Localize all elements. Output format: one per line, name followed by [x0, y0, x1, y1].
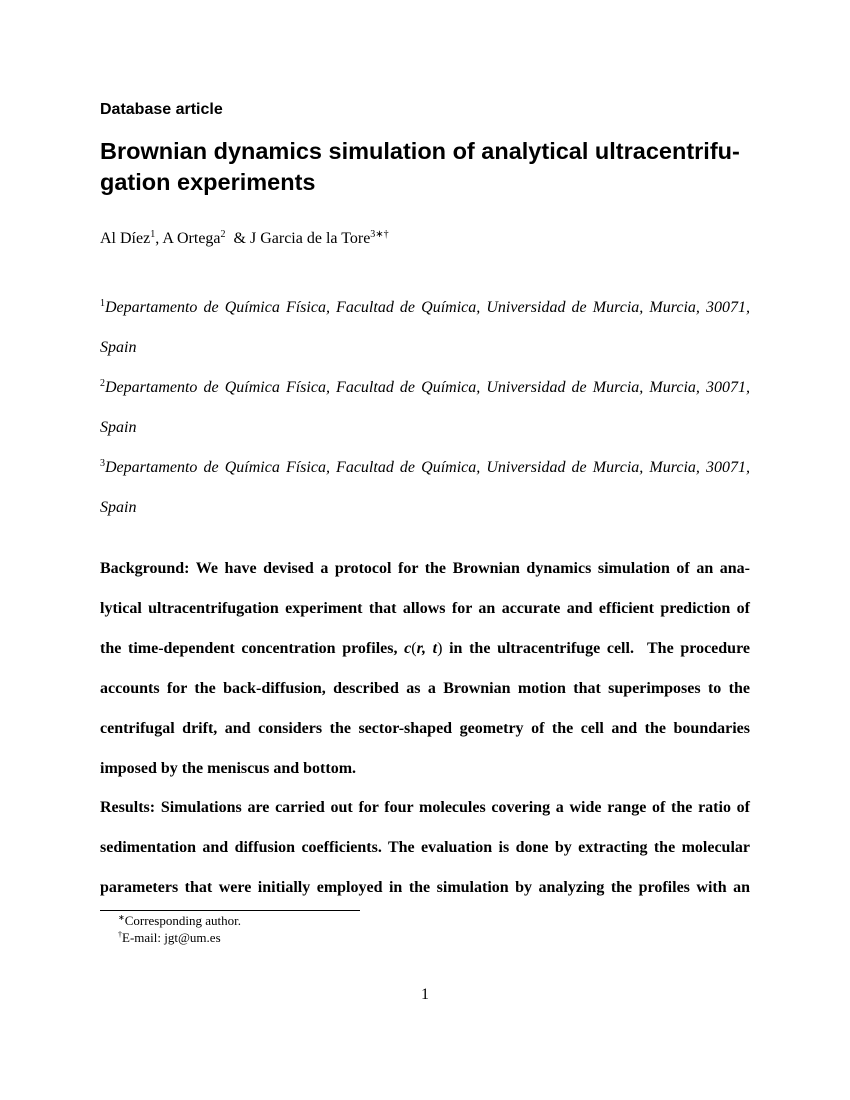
affiliation [100, 458, 750, 516]
author-separator: & [225, 230, 250, 247]
abstract-line: the time-dependent concentration profiles, c(r, t) in the ultracentrifuge cell. The procedure [100, 640, 750, 657]
footnote: ∗Corresponding author. [118, 913, 241, 928]
author-name: J Garcia de la Tore [249, 230, 371, 247]
affiliation-number: 3 [100, 458, 105, 469]
abstract-line: centrifugal drift, and considers the sector-shaped geometry of the cell and the boundaries [100, 720, 750, 737]
abstract-line: lytical ultracentrifugation experiment that allows for an accurate and efficient prediction of [100, 600, 750, 617]
affiliation-country: Spain [100, 499, 137, 516]
affiliation-number: 2 [100, 378, 105, 389]
math-symbol: c [404, 640, 412, 657]
affiliation-text: Departamento de Química Física, Facultad de Química, Universidad de Murcia, Murcia, 30071, [105, 459, 750, 476]
affiliation-text: Departamento de Química Física, Facultad de Química, Universidad de Murcia, Murcia, 30071, [105, 379, 750, 396]
affiliation [100, 378, 750, 436]
abstract-line: Results: Simulations are carried out for four molecules covering a wide range of the ratio of [100, 799, 750, 816]
author-separator: , [155, 230, 163, 247]
affiliation [100, 298, 750, 356]
page-number: 1 [421, 986, 429, 1003]
paper-title [100, 136, 760, 198]
footnote-mark: ∗ [118, 913, 125, 922]
title-line: gation experiments [100, 169, 316, 195]
author-affil-mark: 2 [220, 229, 226, 240]
abstract-line: Background: We have devised a protocol for the Brownian dynamics simulation of an ana- [100, 560, 750, 577]
affiliation-number: 1 [100, 298, 105, 309]
article-type: Database article [100, 101, 223, 118]
author-name: Al Díez [100, 230, 151, 247]
abstract-line: parameters that were initially employed in the simulation by analyzing the profiles with an [100, 879, 750, 896]
abstract-line: imposed by the meniscus and bottom. [100, 760, 357, 777]
title-line: Brownian dynamics simulation of analytical ultracentrifu- [100, 138, 740, 164]
abstract-line: sedimentation and diffusion coefficients. The evaluation is done by extracting the molecular [100, 839, 750, 856]
author-affil-mark: 1 [150, 229, 156, 240]
affiliation-country: Spain [100, 419, 137, 436]
abstract-line: accounts for the back-diffusion, described as a Brownian motion that superimposes to the [100, 680, 750, 697]
author-list [100, 230, 389, 248]
footnote-mark: † [118, 930, 122, 939]
affiliation-text: Departamento de Química Física, Facultad de Química, Universidad de Murcia, Murcia, 30071, [105, 299, 750, 316]
author-affil-mark: 3∗† [370, 229, 389, 240]
footnote-rule [100, 910, 360, 911]
math-symbol: r, t [416, 640, 438, 657]
footnote: †E-mail: jgt@um.es [118, 930, 221, 945]
affiliation-country: Spain [100, 339, 137, 356]
background-label: Background: [100, 560, 190, 577]
author-name: A Ortega [162, 230, 221, 247]
